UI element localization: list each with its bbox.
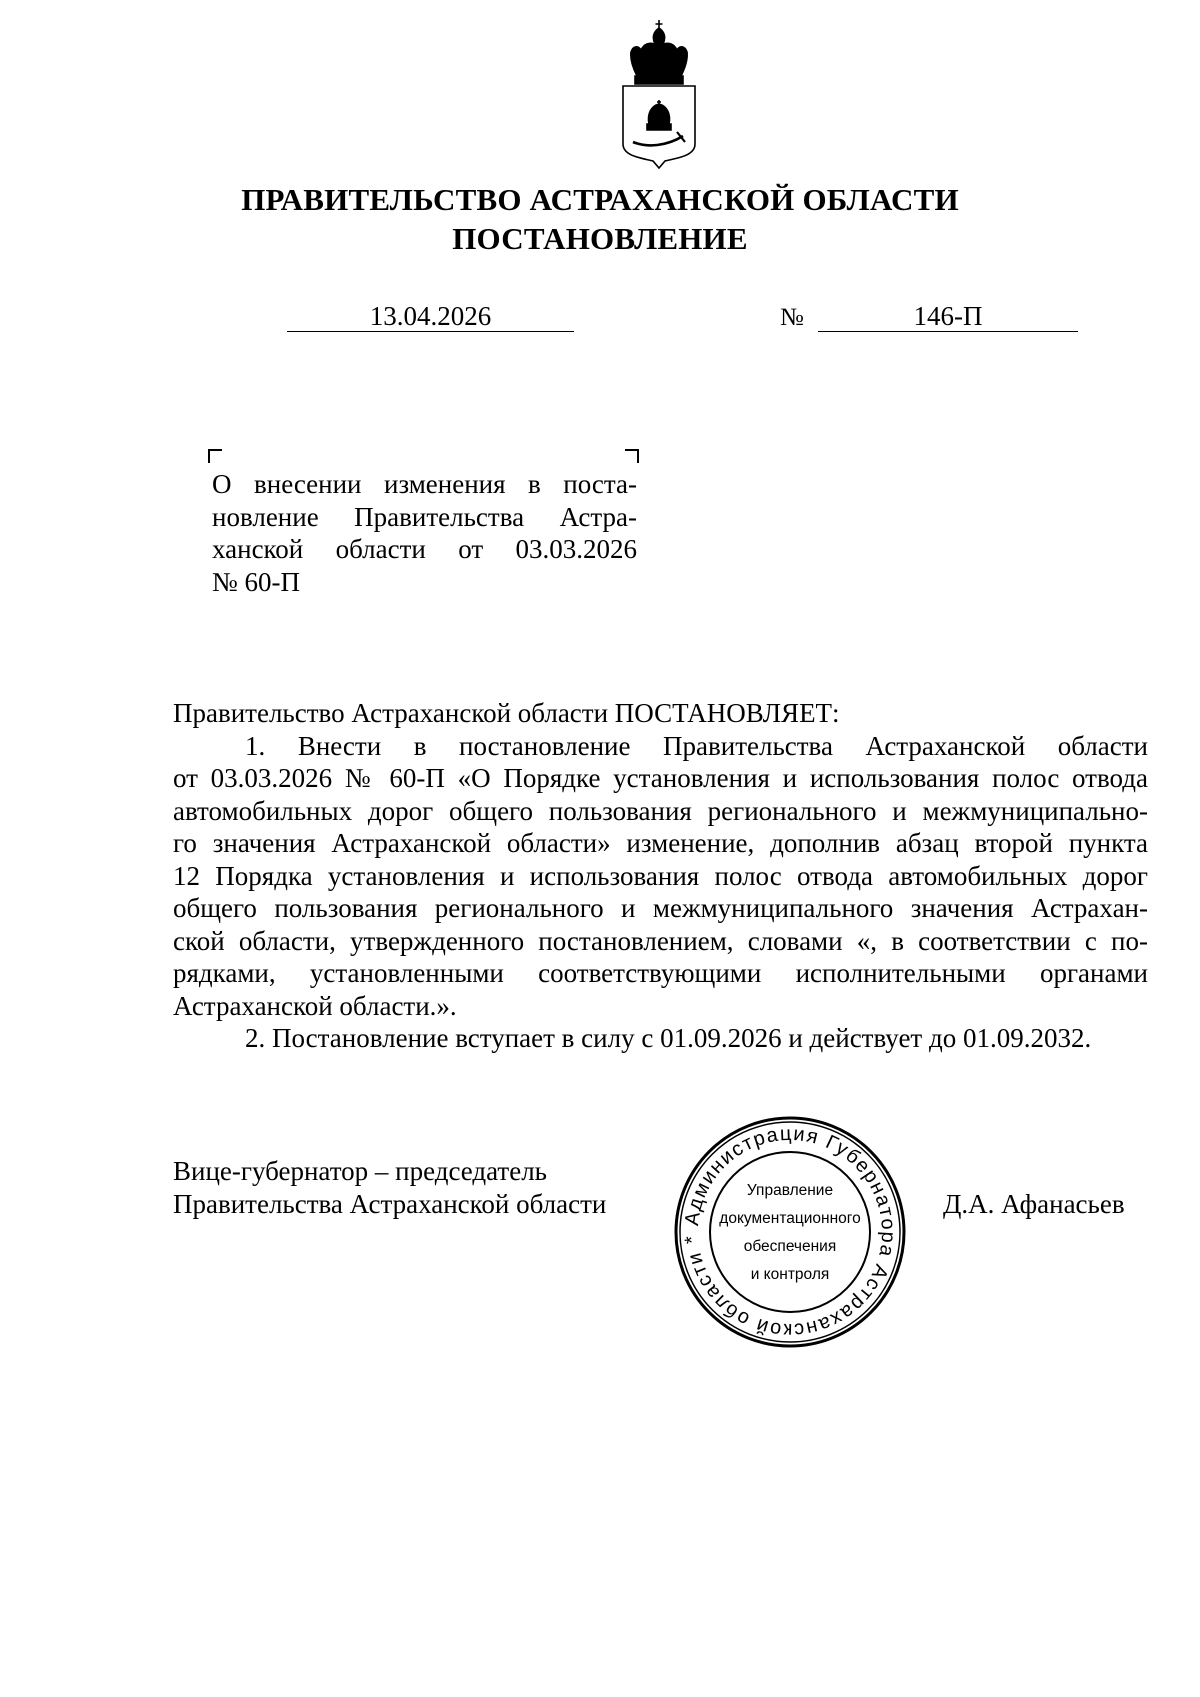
document-body xyxy=(173,697,1148,1055)
body-line: автомобильных дорог общего пользования регионального и межмуниципально- xyxy=(173,795,1148,826)
seal-center-text xyxy=(708,1177,872,1289)
subject-line: новление Правительства Астра- xyxy=(212,501,637,532)
subject-corner-top-left xyxy=(208,449,222,463)
seal-center-line: документационного xyxy=(719,1210,861,1227)
subject-line: № 60-П xyxy=(212,566,301,597)
document-number: 146-П xyxy=(818,301,1078,332)
document-type: ПОСТАНОВЛЕНИЕ xyxy=(452,221,748,256)
number-sign: № xyxy=(780,304,804,331)
document-date: 13.04.2026 xyxy=(287,301,574,332)
body-line: от 03.03.2026 № 60-П «О Порядке установления и использования полос отвода xyxy=(173,763,1148,793)
body-line: 12 Порядка установления и использования полос отвода автомобильных дорог xyxy=(173,860,1148,891)
preamble: Правительство Астраханской области ПОСТАНОВЛЯЕТ: xyxy=(173,698,840,728)
body-line: 1. Внести в постановление Правительства Астраханской области xyxy=(245,730,1148,761)
seal-center-line: и контроля xyxy=(750,1266,830,1283)
signatory-position xyxy=(173,1155,606,1221)
signatory-position-line: Вице-губернатор – председатель xyxy=(173,1156,547,1186)
paragraph-2: 2. Постановление вступает в силу с 01.09.2026 и действует до 01.09.2032. xyxy=(245,1023,1092,1053)
body-line: Астраханской области.». xyxy=(173,990,457,1021)
body-line: ской области, утвержденного постановлением, словами «, в соответствии с по- xyxy=(173,925,1148,956)
seal-ring-text: Администрация Губернатора Астраханской области * xyxy=(680,1122,900,1342)
seal-center-line: Управление xyxy=(746,1182,834,1199)
subject-line: ханской области от 03.03.2026 xyxy=(212,534,637,564)
body-line: рядками, установленными соответствующими исполнительными органами xyxy=(173,958,1148,988)
signatory-name: Д.А. Афанасьев xyxy=(943,1189,1125,1219)
subject-corner-top-right xyxy=(625,449,639,463)
government-title: ПРАВИТЕЛЬСТВО АСТРАХАНСКОЙ ОБЛАСТИ xyxy=(241,182,959,217)
document-subject xyxy=(212,468,637,598)
body-line: общего пользования регионального и межмуниципального значения Астрахан- xyxy=(173,893,1148,923)
subject-line: О внесении изменения в поста- xyxy=(212,469,637,499)
seal-center-line: обеспечения xyxy=(743,1238,837,1255)
astrakhan-coat-of-arms-icon xyxy=(617,18,701,170)
signatory-position-line: Правительства Астраханской области xyxy=(173,1189,607,1219)
body-line: го значения Астраханской области» изменение, дополнив абзац второй пункта xyxy=(173,828,1148,858)
